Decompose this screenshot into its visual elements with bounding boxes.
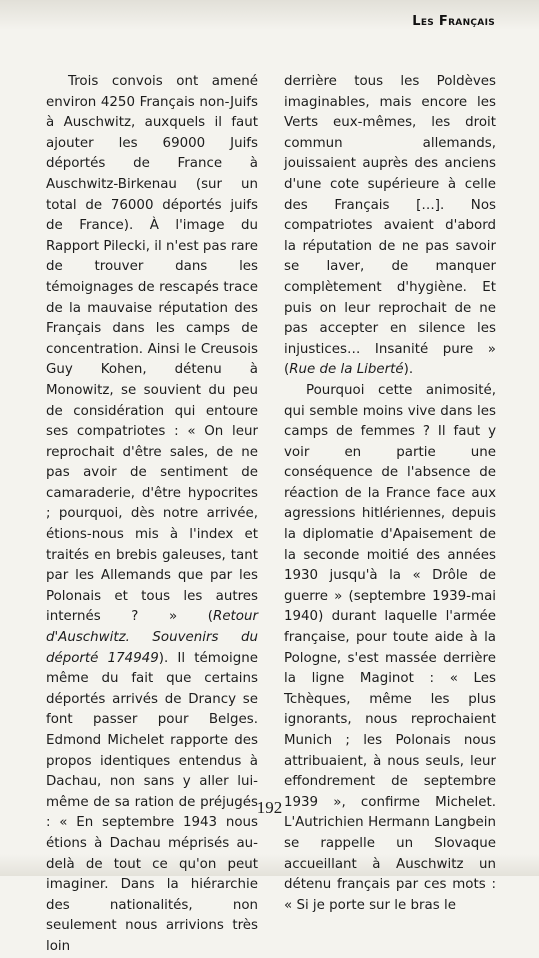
citation-title: Rue de la Liberté [289, 362, 404, 378]
body-text: ). [403, 362, 414, 378]
citation-title: Retour d'Auschwitz. Souvenirs du déporté 174949 [46, 609, 258, 666]
right-column [284, 72, 496, 916]
body-text: Pourquoi cette animosité, qui semble moins vive dans les camps de femmes ? Il faut y voir en partie une conséquence de l'absence de réaction de la France face aux agressions hitlériennes, depuis la diplomatie d'Apaisement de la seconde moitié des années 1930 jusqu'à la « Drôle de guerre » (septembre 1939-mai 1940) durant laquelle l'armée française, pour toute aide à la Pologne, s'est massée derrière la ligne Maginot : « Les Tchèques, même les plus ignorants, nous reprochaient Munich ; les Polonais nous attribuaient, à nous seuls, leur effondrement de septembre 1939 », confirme Michelet. L'Autrichien Hermann Langbein se rappelle un Slovaque accueillant à Auschwitz un détenu français par ces mots : « Si je porte sur le bras le [284, 382, 496, 913]
paragraph [46, 72, 258, 958]
paragraph [284, 72, 496, 381]
body-text: Trois convois ont amené environ 4250 Français non-Juifs à Auschwitz, auxquels il faut ajouter les 69000 Juifs déportés de France à Auschwitz-Birkenau (sur un total de 76000 déportés juifs de France). À l'image du Rapport Pilecki, il n'est pas rare de trouver dans les témoignages de rescapés trace de la mauvaise réputation des Français dans les camps de concentration. Ainsi le Creusois Guy Kohen, détenu à Monowitz, se souvient du peu de considération qui entoure ses compatriotes : « On leur reprochait d'être sales, de ne pas avoir de sentiment de camaraderie, d'être hypocrites ; pourquoi, dès notre arrivée, étions-nous mis à l'index et traités en brebis galeuses, tant par les Allemands que par les Polonais et tous les autres internés ? » ( [46, 74, 258, 625]
body-text: ). Il témoigne même du fait que certains déportés arrivés de Drancy se font passer pour Belges. Edmond Michelet rapporte des propos identiques entendus à Dachau, non sans y aller lui-même de sa ration de préjugés : « En septembre 1943 nous étions à Dachau méprisés au-delà de tout ce qu'on peut imaginer. Dans la hiérarchie des nationalités, non seulement nous arrivions très loin [46, 650, 258, 954]
body-text: derrière tous les Poldèves imaginables, mais encore les Verts eux-mêmes, les droit commun allemands, jouissaient auprès des anciens d'une cote supérieure à celle des Français […]. Nos compatriotes avaient d'abord la réputation de ne pas savoir se laver, de manquer complètement d'hygiène. Et puis on leur reprochait de ne pas accepter en silence les injustices… Insanité pure » ( [284, 74, 496, 378]
paragraph [284, 381, 496, 916]
page-number: 192 [256, 798, 283, 817]
left-column [46, 72, 258, 958]
running-header: Les Français [412, 14, 495, 29]
